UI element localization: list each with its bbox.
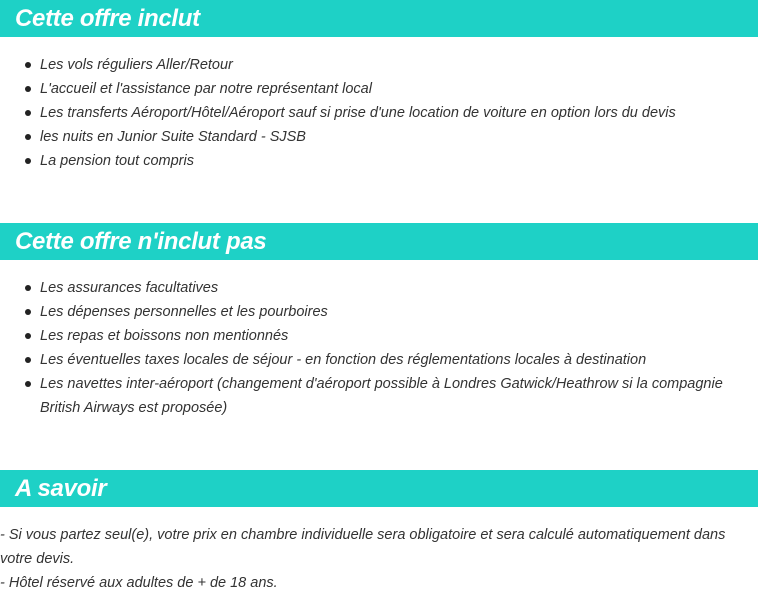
info-text: [0, 523, 756, 595]
list-item-text: Les assurances facultatives: [40, 280, 219, 296]
info-line: - Hôtel réservé aux adultes de + de 18 ans.: [0, 575, 278, 591]
excludes-heading: Cette offre n'inclut pas: [0, 223, 758, 260]
bullet-icon: [25, 357, 31, 363]
list-item: [0, 372, 740, 420]
list-item-text: Les éventuelles taxes locales de séjour - en fonction des réglementations locales à destination: [40, 352, 647, 368]
list-item-text: les nuits en Junior Suite Standard - SJSB: [40, 129, 306, 145]
list-item: [0, 101, 740, 125]
bullet-icon: [25, 110, 31, 116]
bullet-icon: [25, 158, 31, 164]
list-item-text: Les vols réguliers Aller/Retour: [40, 57, 233, 73]
list-item-text: Les navettes inter-aéroport (changement d'aéroport possible à Londres Gatwick/Heathrow si la compagnie British Airways est proposée): [40, 376, 723, 416]
list-item-text: La pension tout compris: [40, 153, 194, 169]
bullet-icon: [25, 62, 31, 68]
bullet-icon: [25, 309, 31, 315]
list-item: [0, 149, 740, 173]
bullet-icon: [25, 86, 31, 92]
bullet-icon: [25, 333, 31, 339]
includes-list: [0, 53, 740, 173]
list-item-text: L'accueil et l'assistance par notre représentant local: [40, 81, 372, 97]
info-line: - Si vous partez seul(e), votre prix en chambre individuelle sera obligatoire et sera calculé automatiquement dans votre devis.: [0, 527, 726, 567]
list-item: [0, 348, 740, 372]
list-item: [0, 77, 740, 101]
includes-heading: Cette offre inclut: [0, 0, 758, 37]
info-heading: A savoir: [0, 470, 758, 507]
list-item-text: Les dépenses personnelles et les pourboires: [40, 304, 328, 320]
bullet-icon: [25, 285, 31, 291]
list-item: [0, 53, 740, 77]
list-item: [0, 324, 740, 348]
list-item: [0, 300, 740, 324]
bullet-icon: [25, 134, 31, 140]
list-item-text: Les transferts Aéroport/Hôtel/Aéroport sauf si prise d'une location de voiture en option lors du devis: [40, 105, 676, 121]
list-item-text: Les repas et boissons non mentionnés: [40, 328, 289, 344]
list-item: [0, 276, 740, 300]
excludes-list: [0, 276, 740, 420]
bullet-icon: [25, 381, 31, 387]
list-item: [0, 125, 740, 149]
